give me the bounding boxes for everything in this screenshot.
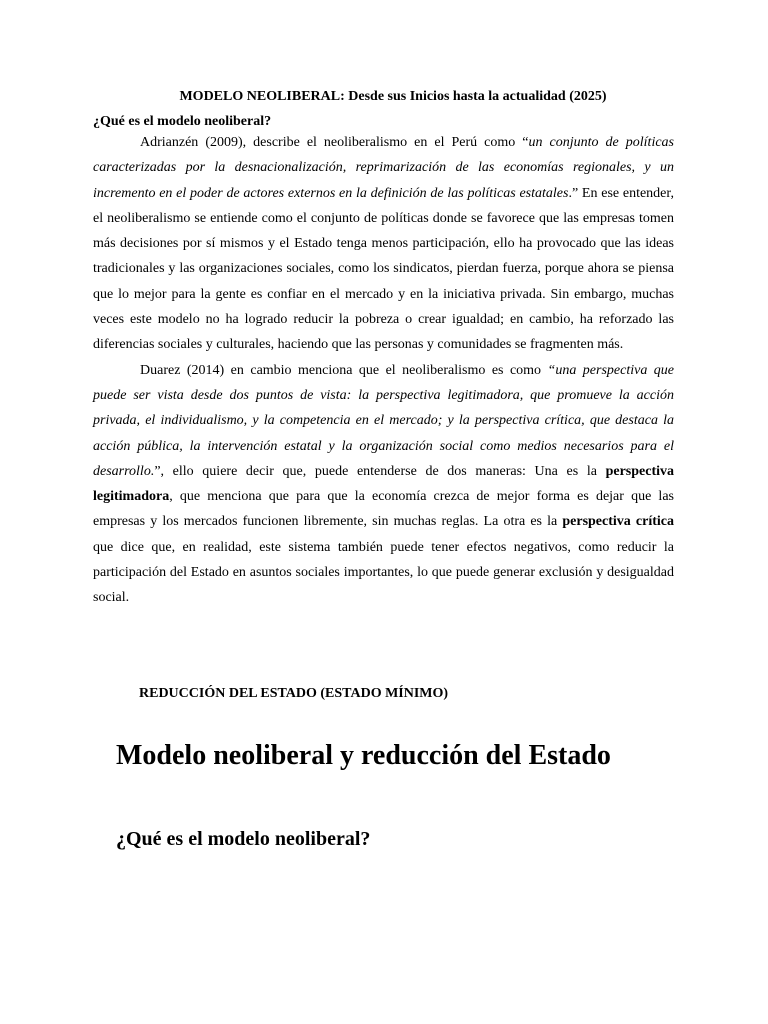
paragraph1-quote: un conjunto de políticas caracterizadas por la desnacionalización, reprimarización de las economías regionales, y un incremento en el poder de actores externos en la definición de las políticas estatales [93,135,674,201]
document-title: MODELO NEOLIBERAL: Desde sus Inicios hasta la actualidad (2025) [179,89,607,104]
paragraph1-rest: .” En ese entender, el neoliberalismo se entiende como el conjunto de políticas donde se favorece que las empresas tomen más decisiones por sí mismos y el Estado tenga menos participación, ello ha provocado que las ideas tradicionales y las organizaciones sociales, como los sindicatos, pierdan fuerza, porque ahora se piensa que lo mejor para la gente es confiar en el mercado y en la iniciativa privada. Sin embargo, muchas veces este modelo no ha logrado reducir la pobreza o crear igualdad; en cambio, ha reforzado las diferencias sociales y culturales, haciendo que las personas y comunidades se fragmenten más. [93,185,674,353]
paragraph2-quote: “una perspectiva que puede ser vista desde dos puntos de vista: la perspectiva legitimadora, que promueve la acción privada, el individualismo, y la competencia en el mercado; y la perspectiva crítica, que destaca la acción pública, la intervención estatal y la organización social como medios necesarios para el desarrollo. [93,362,674,479]
paragraph2-bold-critica: perspectiva crítica [562,514,674,530]
paragraph-duarez [93,358,674,611]
paragraph2-part4: que dice que, en realidad, este sistema también puede tener efectos negativos, como reducir la participación del Estado en asuntos sociales importantes, lo que puede generar exclusión y desigualdad social. [93,539,674,606]
paragraph2-bold-legitimadora: perspectiva legitimadora [93,463,674,505]
paragraph2-part2: ”, ello quiere decir que, puede entenderse de dos maneras: Una es la [154,463,606,479]
paragraph2-lead: Duarez (2014) en cambio menciona que el neoliberalismo es como [140,362,548,378]
mid-heading: ¿Qué es el modelo neoliberal? [116,828,371,850]
paragraph2-part3: , que menciona que para que la economía crezca de mejor forma es dejar que las empresas y los mercados funcionen libremente, sin muchas reglas. La otra es la [93,489,674,530]
paragraph-adrianzen [93,130,674,358]
paragraph1-lead: Adrianzén (2009), describe el neoliberalismo en el Perú como “ [140,135,529,150]
big-heading: Modelo neoliberal y reducción del Estado [116,740,611,771]
body-text [93,130,674,611]
section-heading: REDUCCIÓN DEL ESTADO (ESTADO MÍNIMO) [139,686,449,701]
question-heading: ¿Qué es el modelo neoliberal? [93,114,272,129]
